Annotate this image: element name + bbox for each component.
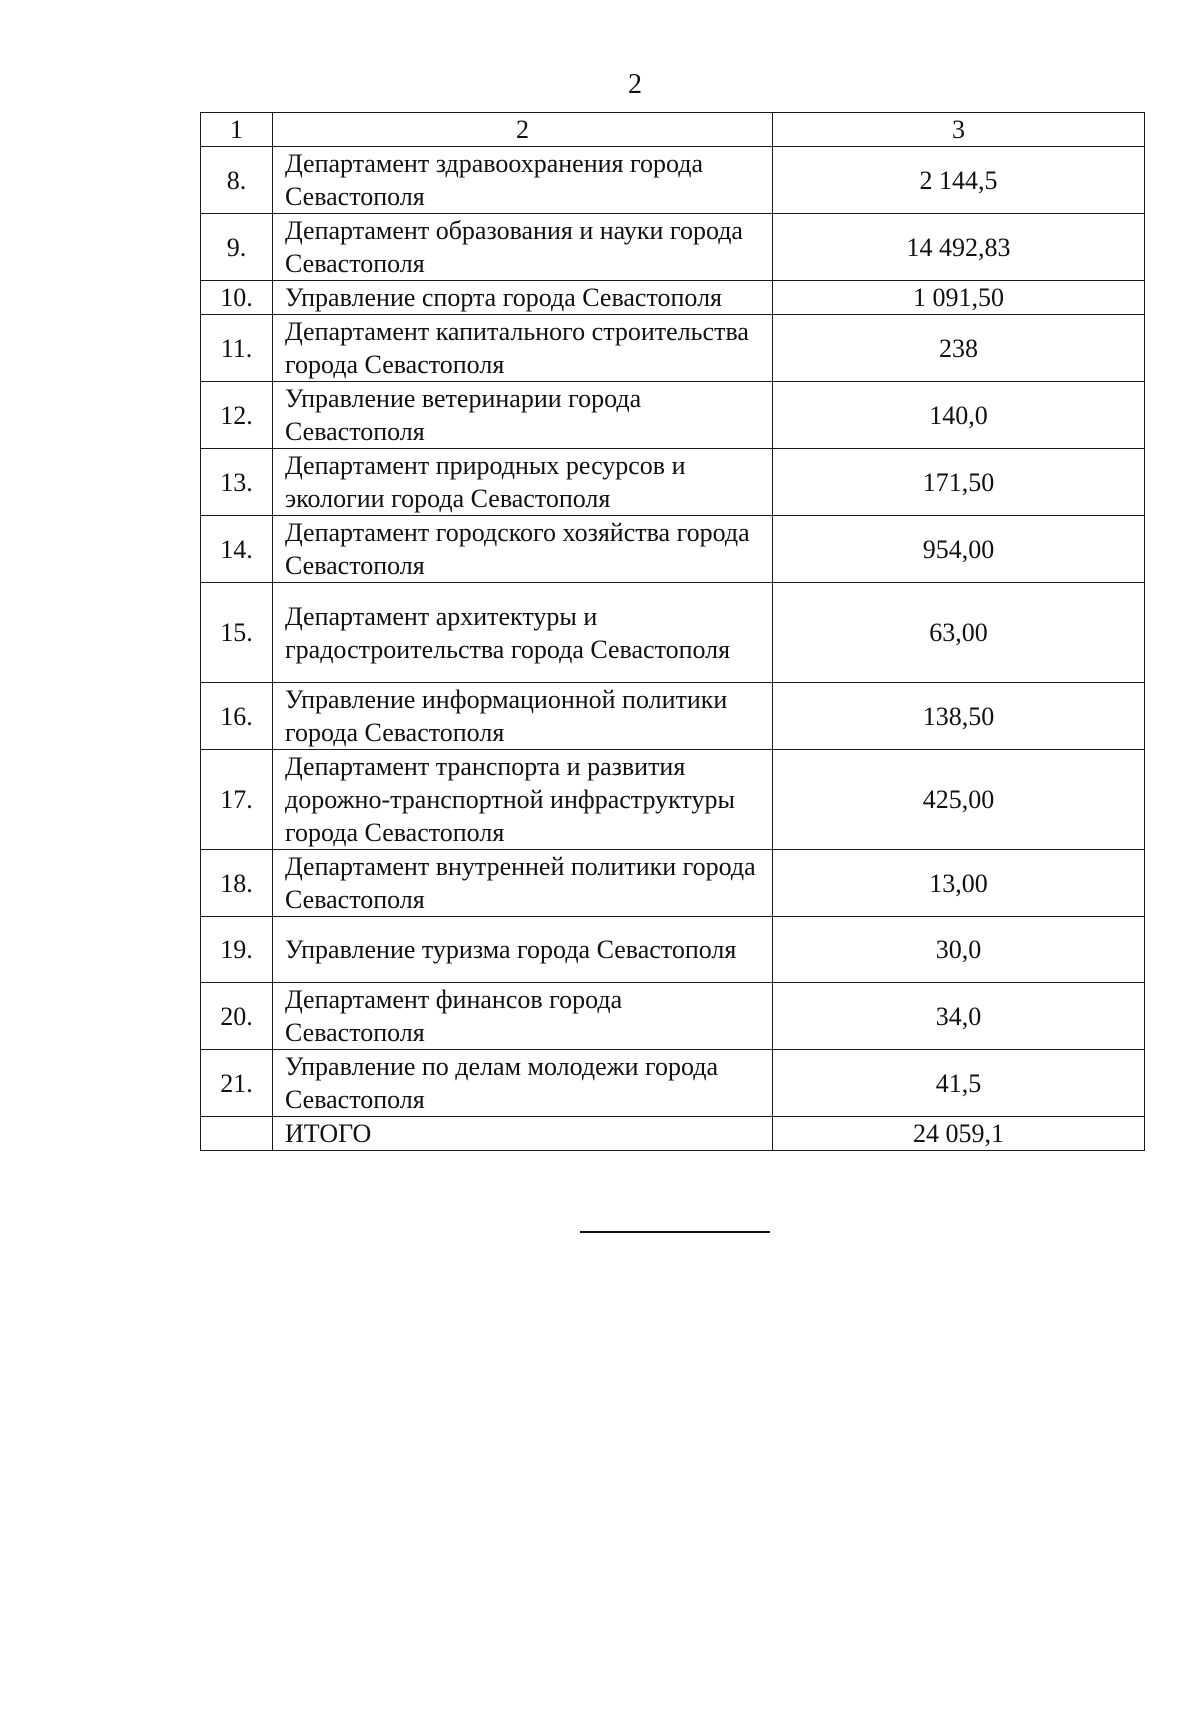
department-name: Управление ветеринарии города Севастополя (273, 382, 773, 449)
amount-value: 954,00 (773, 516, 1145, 583)
department-name: Управление информационной политики города Севастополя (273, 683, 773, 750)
department-name: Департамент транспорта и развития дорожно-транспортной инфраструктуры города Севастополя (273, 750, 773, 850)
department-name: Департамент здравоохранения города Севастополя (273, 147, 773, 214)
table-row (201, 449, 1145, 516)
amount-value: 138,50 (773, 683, 1145, 750)
department-name: Управление спорта города Севастополя (273, 281, 773, 315)
row-number: 12. (201, 382, 273, 449)
table-row (201, 147, 1145, 214)
department-name: Управление туризма города Севастополя (273, 917, 773, 983)
row-number: 13. (201, 449, 273, 516)
budget-table (200, 112, 1145, 1151)
row-number: 17. (201, 750, 273, 850)
amount-value: 171,50 (773, 449, 1145, 516)
total-label: ИТОГО (273, 1117, 773, 1151)
page-number: 2 (628, 69, 642, 100)
row-number: 9. (201, 214, 273, 281)
row-number: 10. (201, 281, 273, 315)
table-row (201, 1050, 1145, 1117)
table-row (201, 315, 1145, 382)
table-row (201, 281, 1145, 315)
amount-value: 2 144,5 (773, 147, 1145, 214)
row-number: 19. (201, 917, 273, 983)
amount-value: 13,00 (773, 850, 1145, 917)
department-name: Департамент капитального строительства города Севастополя (273, 315, 773, 382)
table-header-row (201, 113, 1145, 147)
row-number: 20. (201, 983, 273, 1050)
row-number: 16. (201, 683, 273, 750)
table-row (201, 214, 1145, 281)
row-number: 18. (201, 850, 273, 917)
header-cell-2: 2 (273, 113, 773, 147)
table-row (201, 583, 1145, 683)
table-row (201, 683, 1145, 750)
row-number: 11. (201, 315, 273, 382)
row-number: 14. (201, 516, 273, 583)
amount-value: 63,00 (773, 583, 1145, 683)
amount-value: 425,00 (773, 750, 1145, 850)
department-name: Департамент образования и науки города Севастополя (273, 214, 773, 281)
department-name: Департамент финансов города Севастополя (273, 983, 773, 1050)
amount-value: 30,0 (773, 917, 1145, 983)
total-value: 24 059,1 (773, 1117, 1145, 1151)
table-row (201, 516, 1145, 583)
header-cell-1: 1 (201, 113, 273, 147)
table-row (201, 850, 1145, 917)
total-number (201, 1117, 273, 1151)
amount-value: 238 (773, 315, 1145, 382)
end-divider (580, 1231, 770, 1233)
table-row (201, 917, 1145, 983)
row-number: 21. (201, 1050, 273, 1117)
department-name: Департамент городского хозяйства города Севастополя (273, 516, 773, 583)
total-row (201, 1117, 1145, 1151)
table-row (201, 382, 1145, 449)
row-number: 8. (201, 147, 273, 214)
amount-value: 140,0 (773, 382, 1145, 449)
department-name: Департамент природных ресурсов и экологии города Севастополя (273, 449, 773, 516)
department-name: Управление по делам молодежи города Севастополя (273, 1050, 773, 1117)
department-name: Департамент архитектуры и градостроительства города Севастополя (273, 583, 773, 683)
amount-value: 34,0 (773, 983, 1145, 1050)
header-cell-3: 3 (773, 113, 1145, 147)
table-row (201, 750, 1145, 850)
row-number: 15. (201, 583, 273, 683)
department-name: Департамент внутренней политики города Севастополя (273, 850, 773, 917)
table-row (201, 983, 1145, 1050)
amount-value: 41,5 (773, 1050, 1145, 1117)
amount-value: 1 091,50 (773, 281, 1145, 315)
amount-value: 14 492,83 (773, 214, 1145, 281)
